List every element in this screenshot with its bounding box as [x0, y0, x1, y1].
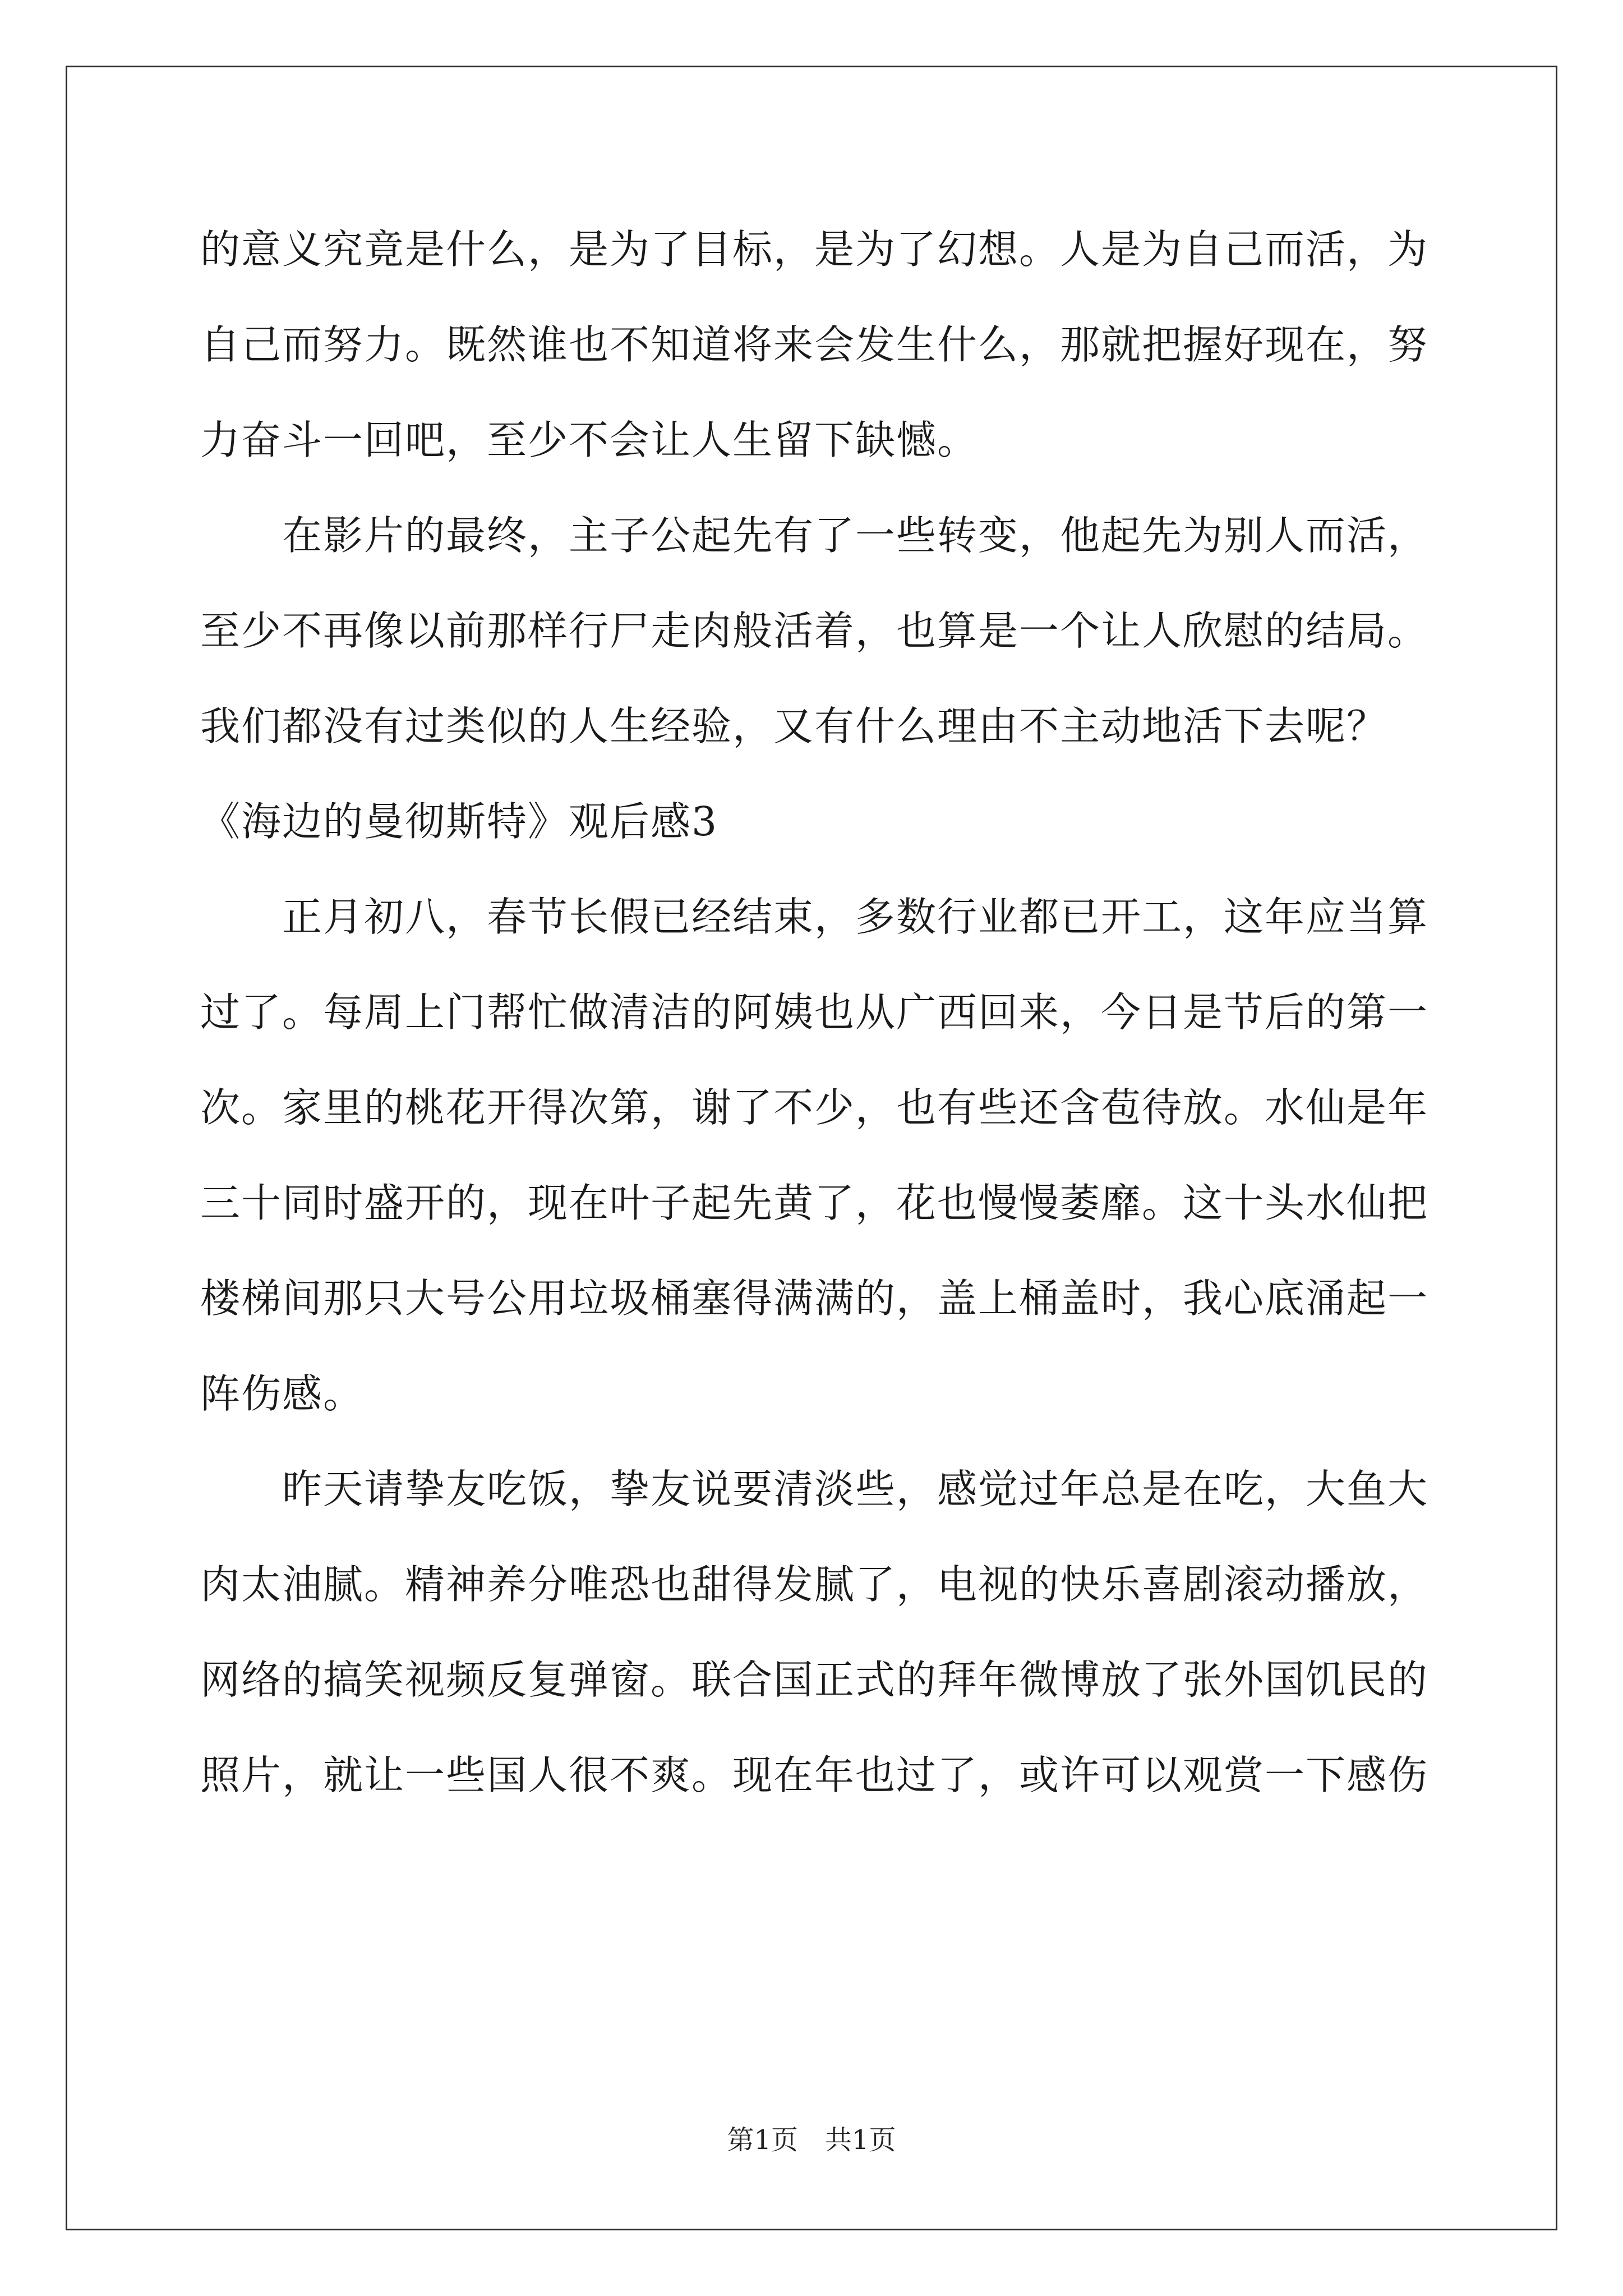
section-heading: 《海边的曼彻斯特》观后感3: [200, 798, 718, 845]
paragraph-3: 正月初八，春节长假已经结束，多数行业都已开工，这年应当算过了。每周上门帮忙做清洁的阿姨也从广西回来，今日是节后的第一次。家里的桃花开得次第，谢了不少，也有些还含苞待放。水仙是年三十同时盛开的，现在叶子起先黄了，花也慢慢萎靡。这十头水仙把楼梯间那只大号公用垃圾桶塞得满满的，盖上桶盖时，我心底涌起一阵伤感。: [200, 894, 1429, 1417]
page-total: 共1页: [825, 2124, 896, 2156]
page-number: 第1页: [727, 2124, 798, 2156]
paragraph-4: 昨天请挚友吃饭，挚友说要清淡些，感觉过年总是在吃，大鱼大肉太油腻。精神养分唯恐也甜得发腻了，电视的快乐喜剧滚动播放，网络的搞笑视频反复弹窗。联合国正式的拜年微博放了张外国饥民的照片，就让一些国人很不爽。现在年也过了，或许可以观赏一下感伤: [200, 1466, 1429, 1798]
document-body: [200, 202, 1428, 1823]
page-footer: [0, 2123, 1623, 2157]
paragraph-2: 在影片的最终，主子公起先有了一些转变，他起先为别人而活，至少不再像以前那样行尸走肉般活着，也算是一个让人欣慰的结局。我们都没有过类似的人生经验，又有什么理由不主动地活下去呢？: [200, 512, 1429, 749]
paragraph-1: 的意义究竟是什么，是为了目标，是为了幻想。人是为自己而活，为自己而努力。既然谁也不知道将来会发生什么，那就把握好现在，努力奋斗一回吧，至少不会让人生留下缺憾。: [200, 226, 1429, 463]
